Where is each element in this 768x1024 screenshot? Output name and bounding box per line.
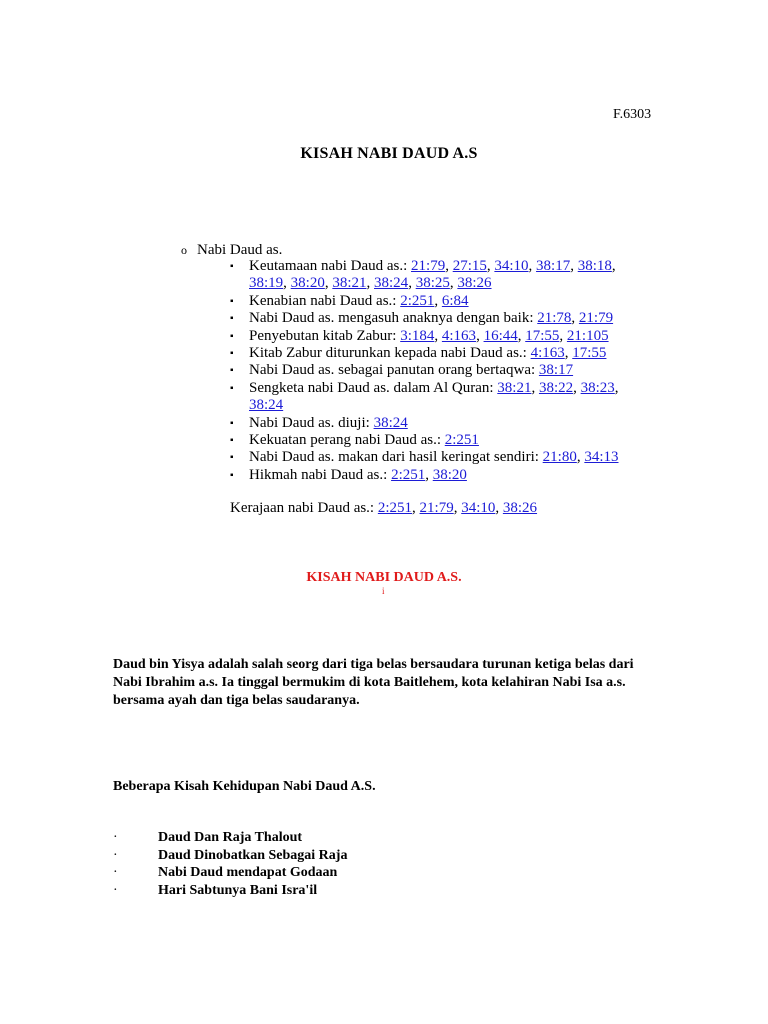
verse-link[interactable]: 3:184 (400, 327, 435, 344)
verse-link[interactable]: 2:251 (391, 466, 426, 483)
verse-link[interactable]: 21:78 (537, 310, 572, 327)
dot-bullet-icon: · (113, 847, 118, 863)
verse-link[interactable]: 34:10 (461, 500, 496, 516)
verse-link[interactable]: 38:24 (373, 414, 408, 431)
square-bullet-icon: ▪ (230, 382, 234, 394)
page-title: KISAH NABI DAUD A.S (300, 145, 478, 162)
story-label: Daud Dan Raja Thalout (158, 830, 303, 845)
verse-link[interactable]: 21:79 (578, 310, 614, 327)
verse-link[interactable]: 38:25 (415, 275, 450, 292)
verse-link[interactable]: 38:26 (502, 500, 538, 516)
verse-link[interactable]: 16:44 (483, 327, 518, 344)
ref-label: Sengketa nabi Daud as. dalam Al Quran: (249, 379, 498, 396)
square-bullet-icon: ▪ (230, 469, 234, 481)
story-item (113, 882, 347, 900)
ref-label: Kekuatan perang nabi Daud as.: (249, 432, 445, 449)
verse-link[interactable]: 38:18 (577, 258, 612, 274)
reference-item: ▪ Nabi Daud as. mengasuh anaknya dengan baik: 21:78, 21:79 (230, 310, 614, 327)
reference-item (230, 432, 630, 449)
ref-label: Nabi Daud as. mengasuh anaknya dengan baik: (249, 310, 538, 327)
dot-bullet-icon: · (113, 882, 118, 898)
verse-link[interactable]: 38:21 (497, 379, 532, 396)
square-bullet-icon: ▪ (230, 313, 234, 325)
verse-link[interactable]: 34:13 (584, 449, 619, 466)
dot-bullet-icon: · (113, 865, 118, 880)
square-bullet-icon: ▪ (230, 452, 234, 464)
verse-link[interactable]: 38:24 (374, 275, 409, 292)
story-label: Daud Dinobatkan Sebagai Raja (158, 847, 348, 863)
square-bullet-icon: ▪ (230, 435, 234, 447)
stories-heading: Beberapa Kisah Kehidupan Nabi Daud A.S. (113, 779, 376, 794)
verse-link[interactable]: 38:20 (290, 275, 325, 292)
reference-item: ▪ Sengketa nabi Daud as. dalam Al Quran: 38:21, 38:22, 38:23, 38:24 (230, 379, 619, 414)
intro-paragraph: Daud bin Yisya adalah salah seorg dari tiga belas bersaudara turunan ketiga belas dari Nabi Ibrahim a.s. Ia tinggal bermukim di kota Baitlehem, kota kelahiran Nabi Isa a.s. bersama ayah dan tiga belas saudaranya. (113, 657, 634, 708)
verse-link[interactable]: 38:24 (249, 397, 284, 414)
verse-link[interactable]: 38:17 (538, 362, 574, 379)
reference-item: ▪ Kitab Zabur diturunkan kepada nabi Daud as.: 4:163, 17:55 (230, 345, 607, 362)
ref-label: Nabi Daud as. sebagai panutan orang bertaqwa: (249, 362, 539, 379)
verse-link[interactable]: 38:20 (432, 466, 467, 483)
verse-link[interactable]: 38:17 (536, 258, 571, 274)
verse-link[interactable]: 21:80 (542, 449, 577, 466)
outer-list-item (181, 242, 282, 259)
reference-list (230, 258, 630, 484)
verse-link[interactable]: 2:251 (444, 432, 479, 449)
square-bullet-icon: ▪ (230, 295, 234, 307)
ref-label: Nabi Daud as. diuji: (249, 414, 374, 431)
square-bullet-icon: ▪ (230, 261, 234, 272)
outer-item-label: Nabi Daud as. (197, 242, 283, 258)
reference-item (230, 415, 630, 432)
story-item (113, 847, 347, 865)
kerajaan-line: Kerajaan nabi Daud as.: 2:251, 21:79, 34:10, 38:26 (230, 500, 538, 516)
ref-label: Hikmah nabi Daud as.: (249, 466, 392, 483)
verse-link[interactable]: 17:55 (572, 345, 607, 362)
verse-link[interactable]: 2:251 (400, 292, 435, 309)
story-item (113, 864, 347, 882)
dot-bullet-icon: · (113, 830, 118, 845)
verse-link[interactable]: 21:79 (411, 258, 446, 274)
verse-link[interactable]: 4:163 (530, 345, 565, 362)
verse-link[interactable]: 27:15 (452, 258, 487, 274)
ref-label: Kerajaan nabi Daud as.: (230, 500, 378, 516)
reference-item: ▪ Kenabian nabi Daud as.: 2:251, 6:84 (230, 292, 469, 309)
verse-link[interactable]: 21:79 (419, 500, 454, 516)
verse-link[interactable]: 38:21 (332, 275, 367, 292)
stories-list (113, 829, 347, 899)
footnote-mark[interactable]: i (382, 586, 385, 596)
verse-link[interactable]: 6:84 (441, 292, 469, 309)
square-bullet-icon: ▪ (230, 348, 234, 360)
circle-bullet-icon: o (181, 243, 187, 257)
verse-link[interactable]: 34:10 (494, 258, 529, 274)
verse-link[interactable]: 38:22 (538, 379, 574, 396)
verse-link[interactable]: 21:105 (566, 327, 609, 344)
reference-item (230, 362, 630, 379)
square-bullet-icon: ▪ (230, 330, 234, 342)
verse-link[interactable]: 4:163 (441, 327, 477, 344)
verse-link[interactable]: 38:23 (580, 379, 615, 396)
story-label: Hari Sabtunya Bani Isra'il (158, 882, 318, 898)
ref-label: Nabi Daud as. makan dari hasil keringat sendiri: (249, 449, 543, 466)
reference-item: ▪ Penyebutan kitab Zabur: 3:184, 4:163, 16:44, 17:55, 21:105 (230, 327, 609, 344)
verse-link[interactable]: 38:26 (457, 275, 492, 292)
ref-label: Penyebutan kitab Zabur: (249, 327, 401, 344)
square-bullet-icon: ▪ (230, 417, 234, 429)
reference-item: ▪ Hikmah nabi Daud as.: 2:251, 38:20 (230, 466, 467, 483)
verse-link[interactable]: 38:19 (249, 275, 284, 292)
ref-label: Keutamaan nabi Daud as.: (249, 258, 412, 274)
document-code: F.6303 (613, 107, 652, 122)
reference-item: ▪ Nabi Daud as. makan dari hasil keringat sendiri: 21:80, 34:13 (230, 449, 619, 466)
reference-item: ▪ Keutamaan nabi Daud as.: 21:79, 27:15, 34:10, 38:17, 38:18, 38:19, 38:20, 38:21, 38:24, 38:25, 38:26 (230, 258, 616, 292)
square-bullet-icon: ▪ (230, 365, 234, 377)
story-item (113, 829, 347, 847)
ref-label: Kenabian nabi Daud as.: (249, 292, 401, 309)
section-title: KISAH NABI DAUD A.S. (306, 570, 462, 585)
verse-link[interactable]: 2:251 (377, 500, 413, 516)
ref-label: Kitab Zabur diturunkan kepada nabi Daud as.: (249, 345, 531, 362)
story-label: Nabi Daud mendapat Godaan (158, 865, 338, 880)
verse-link[interactable]: 17:55 (525, 327, 560, 344)
